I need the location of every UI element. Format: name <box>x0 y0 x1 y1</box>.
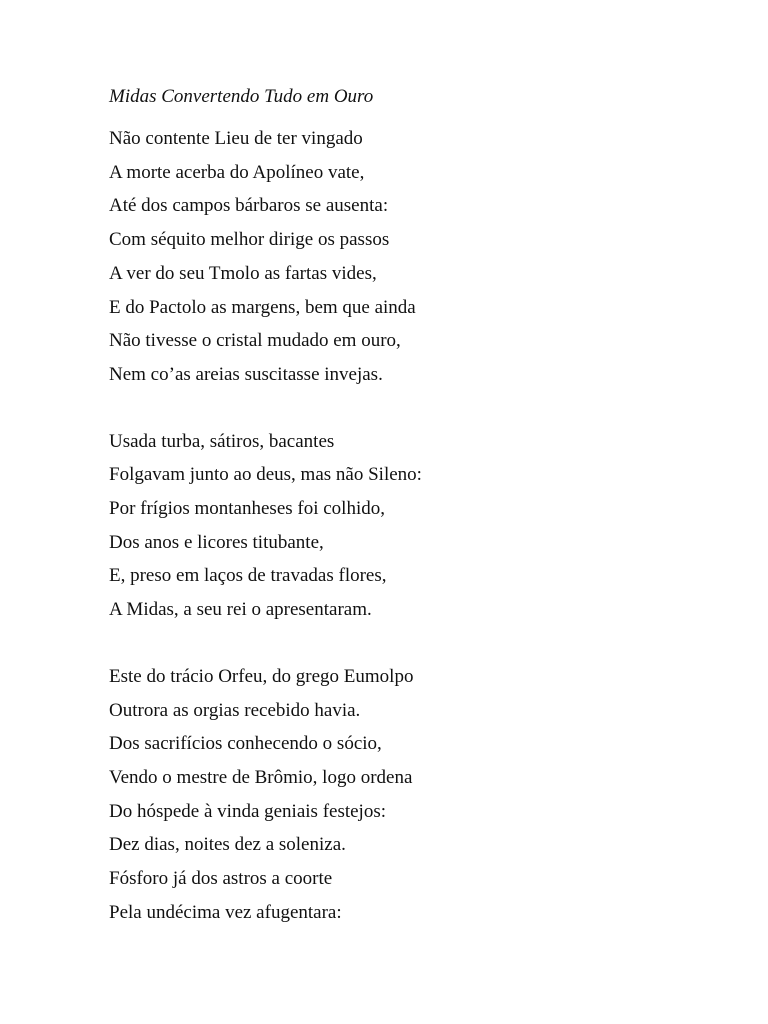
verse-line: Nem co’as areias suscitasse invejas. <box>109 363 383 385</box>
verse-line: Pela undécima vez afugentara: <box>109 901 342 923</box>
stanza-2 <box>109 425 729 627</box>
verse-line: Outrora as orgias recebido havia. <box>109 699 361 721</box>
verse-line: A ver do seu Tmolo as fartas vides, <box>109 262 377 284</box>
verse-line: Não contente Lieu de ter vingado <box>109 128 363 149</box>
verse-line: Fósforo já dos astros a coorte <box>109 868 333 890</box>
verse-line: E do Pactolo as margens, bem que ainda <box>109 296 416 318</box>
verse-line: E, preso em laços de travadas flores, <box>109 565 387 587</box>
verse-line: Não tivesse o cristal mudado em ouro, <box>109 330 401 352</box>
stanza-3 <box>109 660 729 930</box>
verse-line: Com séquito melhor dirige os passos <box>109 229 390 251</box>
poem-title: Midas Convertendo Tudo em Ouro <box>109 86 374 107</box>
verse-line: A morte acerba do Apolíneo vate, <box>109 161 365 183</box>
document-page <box>109 84 729 962</box>
stanza-1 <box>109 122 729 392</box>
verse-line: Dez dias, noites dez a soleniza. <box>109 834 346 856</box>
verse-line: Este do trácio Orfeu, do grego Eumolpo <box>109 665 414 687</box>
verse-line: A Midas, a seu rei o apresentaram. <box>109 599 372 621</box>
verse-line: Por frígios montanheses foi colhido, <box>109 498 385 520</box>
verse-line: Usada turba, sátiros, bacantes <box>109 430 335 452</box>
verse-line: Dos sacrifícios conhecendo o sócio, <box>109 733 382 755</box>
verse-line: Do hóspede à vinda geniais festejos: <box>109 800 387 822</box>
verse-line: Vendo o mestre de Brômio, logo ordena <box>109 766 413 788</box>
verse-line: Até dos campos bárbaros se ausenta: <box>109 195 389 217</box>
verse-line: Dos anos e licores titubante, <box>109 531 324 553</box>
verse-line: Folgavam junto ao deus, mas não Sileno: <box>109 464 422 486</box>
